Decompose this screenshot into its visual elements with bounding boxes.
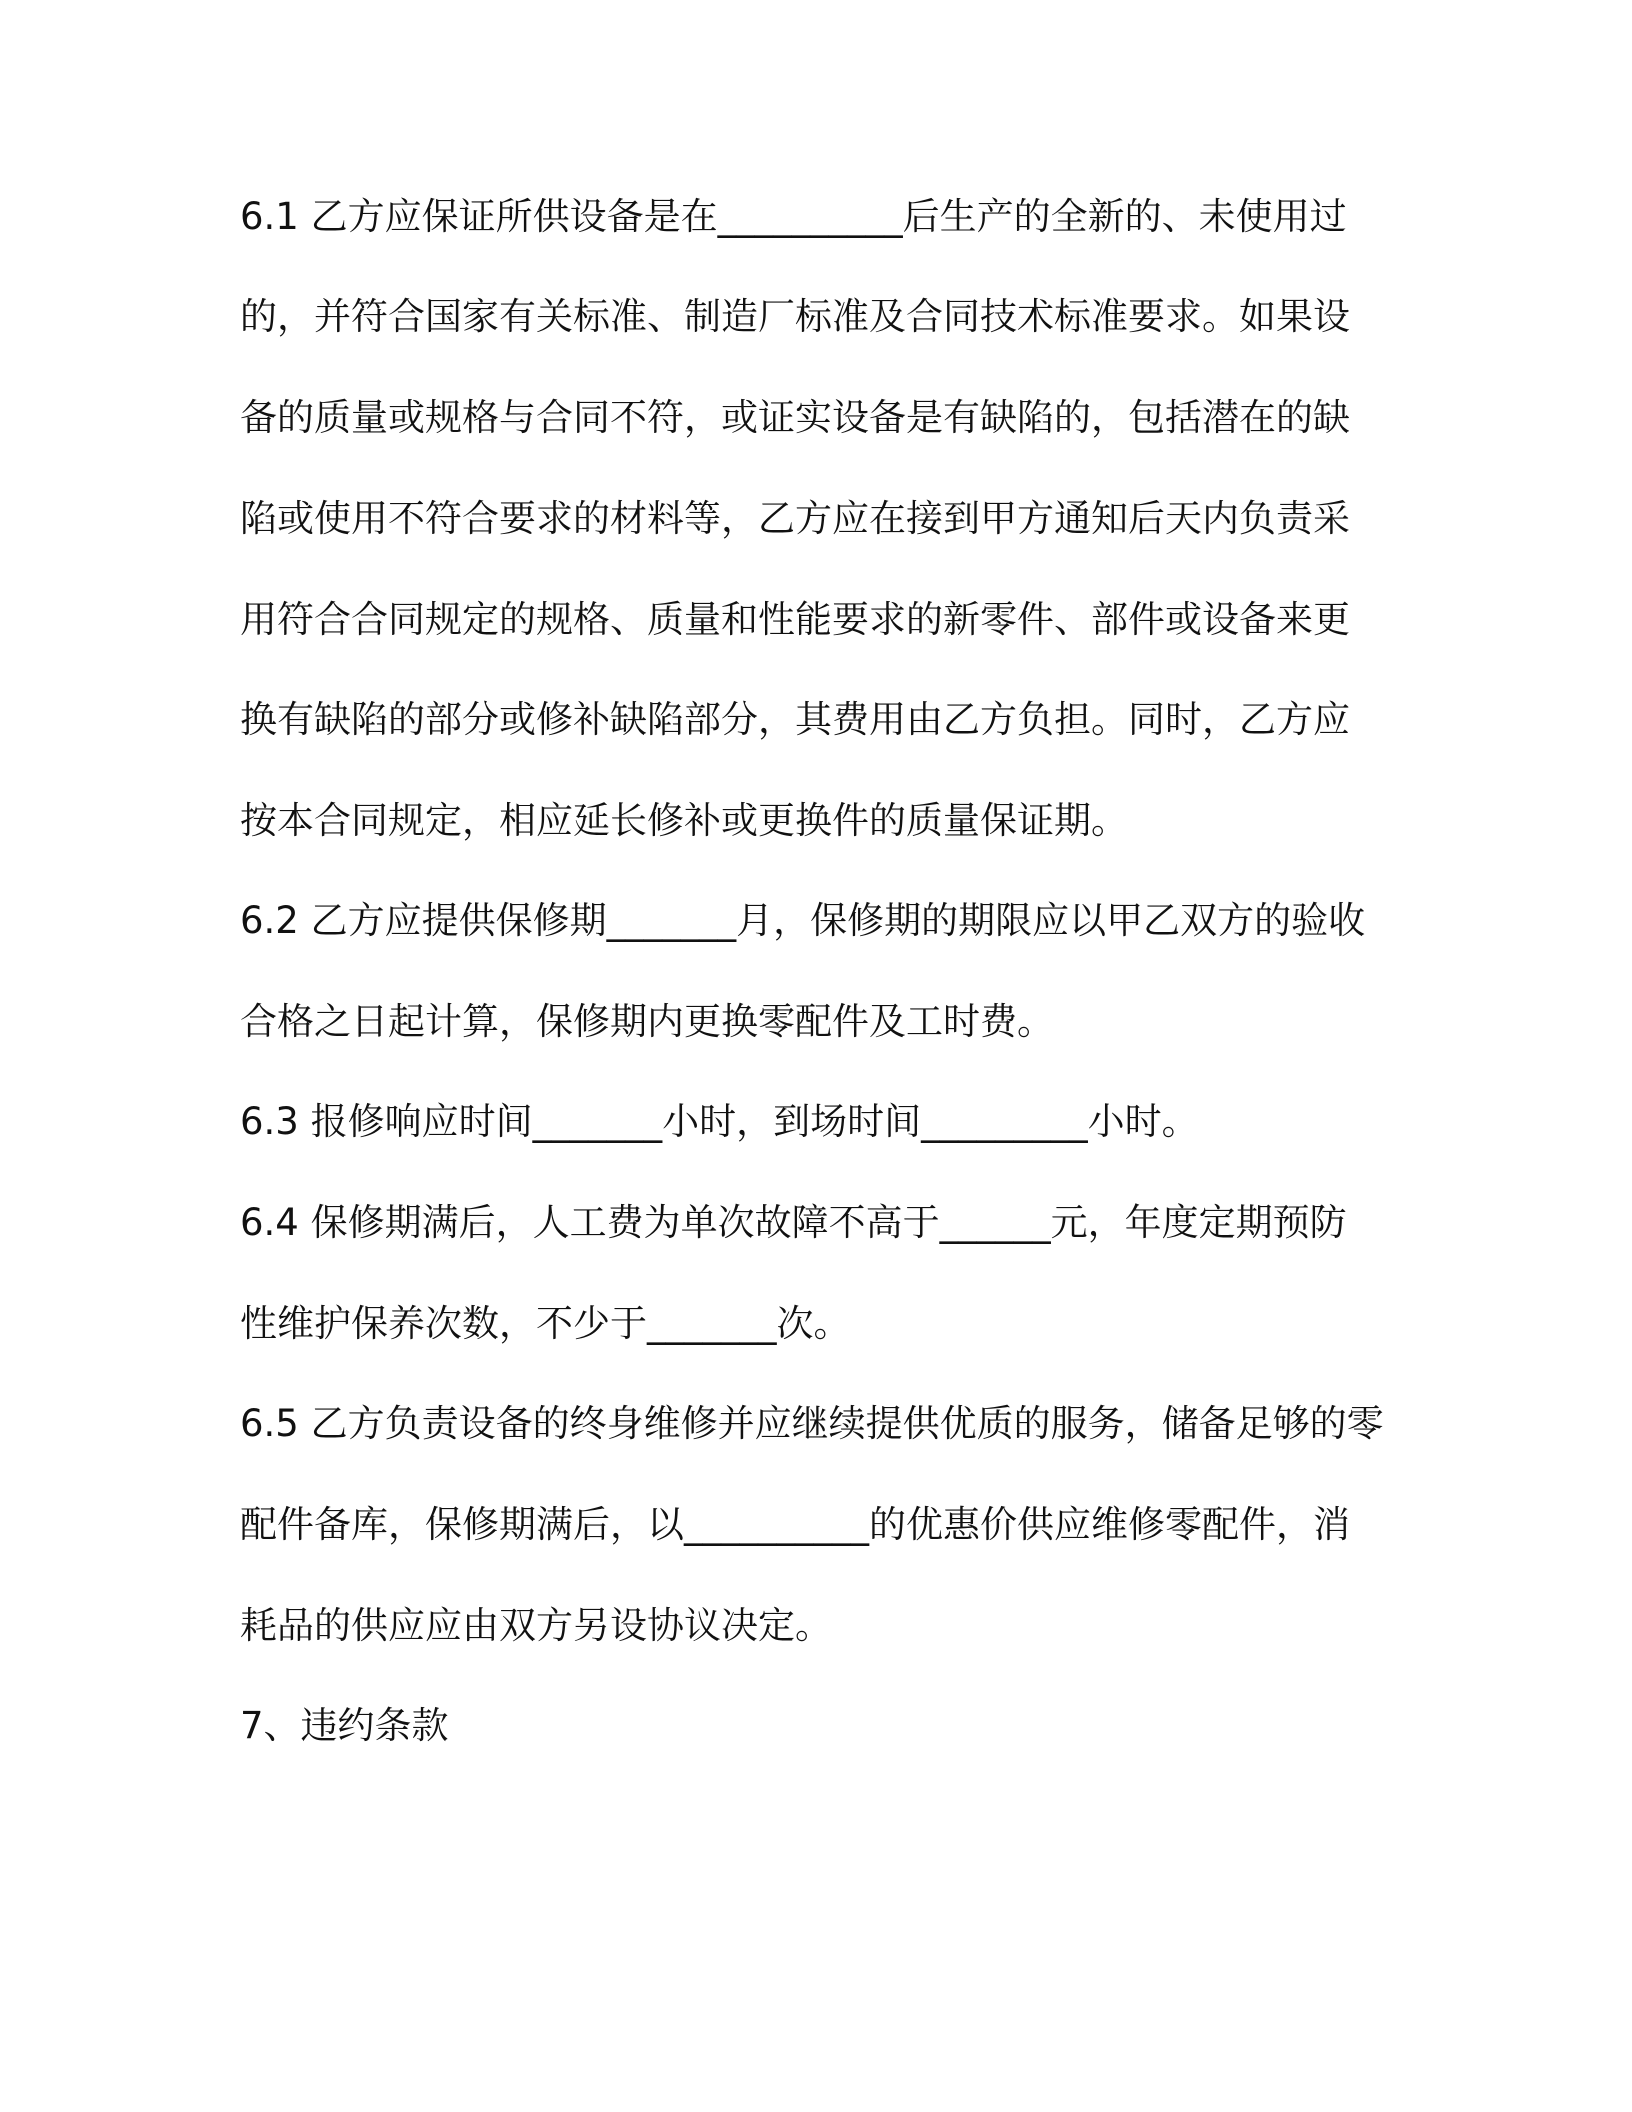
clause-6-5-line-3: 耗品的供应应由双方另设协议决定。 bbox=[240, 1604, 832, 1647]
clause-6-1-line-4: 陷或使用不符合要求的材料等，乙方应在接到甲方通知后天内负责采 bbox=[240, 497, 1350, 540]
clause-6-1-line-1: 6.1 乙方应保证所供设备是在__________后生产的全新的、未使用过 bbox=[240, 195, 1347, 238]
clause-6-1-line-3: 备的质量或规格与合同不符，或证实设备是有缺陷的，包括潜在的缺 bbox=[240, 396, 1350, 439]
clause-6-3-line-1: 6.3 报修响应时间_______小时，到场时间_________小时。 bbox=[240, 1100, 1199, 1143]
clause-6-5-line-1: 6.5 乙方负责设备的终身维修并应继续提供优质的服务，储备足够的零 bbox=[240, 1402, 1384, 1445]
clause-6-1-line-6: 换有缺陷的部分或修补缺陷部分，其费用由乙方负担。同时，乙方应 bbox=[240, 698, 1350, 741]
clause-6-5-line-2: 配件备库，保修期满后，以__________的优惠价供应维修零配件，消 bbox=[240, 1503, 1350, 1546]
clause-6-2-line-1: 6.2 乙方应提供保修期_______月，保修期的期限应以甲乙双方的验收 bbox=[240, 899, 1366, 942]
clause-6-2-line-2: 合格之日起计算，保修期内更换零配件及工时费。 bbox=[240, 1000, 1054, 1043]
clause-6-1-line-2: 的，并符合国家有关标准、制造厂标准及合同技术标准要求。如果设 bbox=[240, 295, 1350, 338]
clause-6-4-line-1: 6.4 保修期满后，人工费为单次故障不高于______元，年度定期预防 bbox=[240, 1201, 1347, 1244]
section-7-heading: 7、违约条款 bbox=[240, 1704, 449, 1747]
clause-6-1-line-5: 用符合合同规定的规格、质量和性能要求的新零件、部件或设备来更 bbox=[240, 598, 1350, 641]
clause-6-1-line-7: 按本合同规定，相应延长修补或更换件的质量保证期。 bbox=[240, 799, 1128, 842]
clause-6-4-line-2: 性维护保养次数，不少于_______次。 bbox=[240, 1302, 851, 1345]
